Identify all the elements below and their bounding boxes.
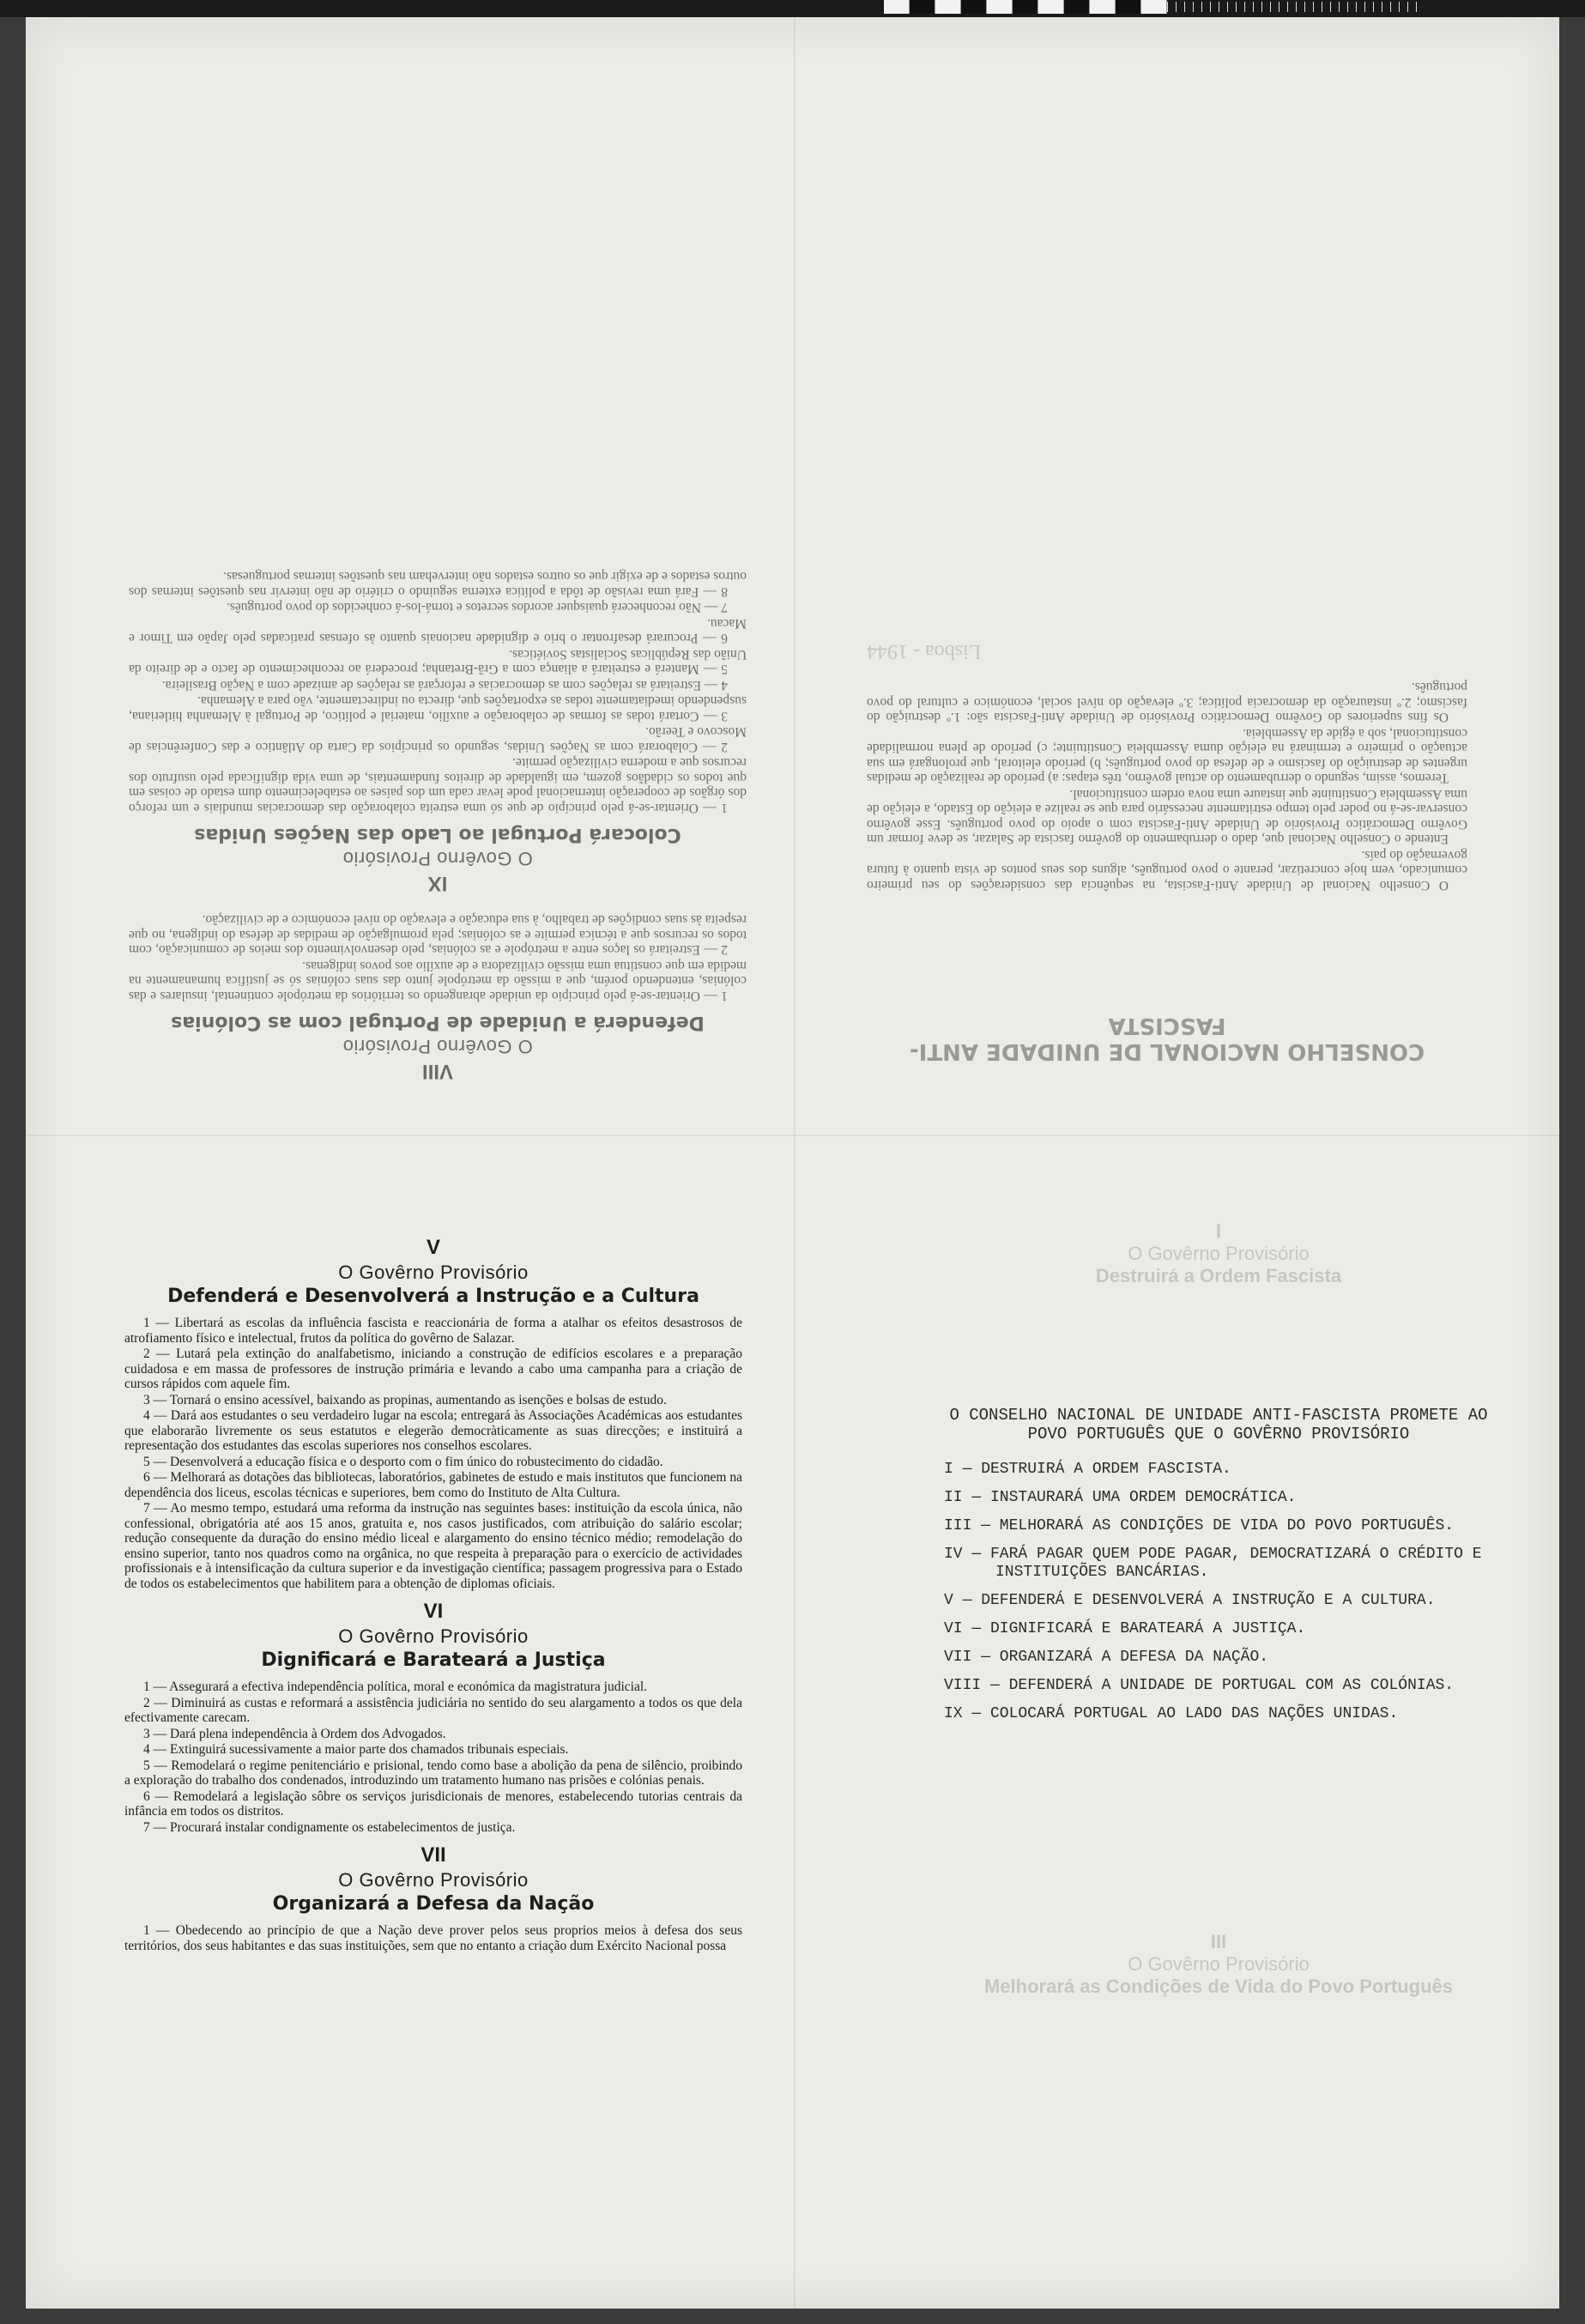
section-subtitle: O Govêrno Provisório xyxy=(338,1262,529,1283)
section-subtitle: O Govêrno Provisório xyxy=(342,1036,533,1057)
promise-item: II — INSTAURARÁ UMA ORDEM DEMOCRÁTICA. xyxy=(944,1489,1297,1506)
lower-left-column xyxy=(124,1229,742,1954)
section-heading: Dignificará e Barateará a Justiça xyxy=(261,1649,606,1671)
section-paragraph: 4 — Extinguirá sucessivamente a maior parte dos chamados tribunais especiais. xyxy=(143,1742,569,1757)
promise-item: VII — ORGANIZARÁ A DEFESA DA NAÇÃO. xyxy=(944,1649,1269,1666)
ghost-section-iii xyxy=(944,1931,1493,1998)
intro-paragraph: O Conselho Nacional de Unidade Anti-Fascista, na sequência das considerações do seu primeiro comunicado, vem hoje concretizar, perante o povo português, alguns dos seus pontos de vista quanto à futura governação do país. xyxy=(867,848,1467,893)
section-subtitle: O Govêrno Provisório xyxy=(342,848,533,869)
section-paragraph: 1 — Libertará as escolas da influência fascista e reaccionária de forma a atalhar os efeitos desastrosos de atrofiamento físico e intelectual, frutos da política do govêrno de Salazar. xyxy=(124,1316,742,1346)
section-paragraph: 5 — Remodelará o regime penitenciário e prisional, tendo como base a abolição da pena de silêncio, proibindo a exploração do trabalho dos condenados, introduzindo um tratamento humano nas prisões e colónias penais. xyxy=(124,1758,742,1788)
section-vii xyxy=(124,1843,742,1953)
color-checker-strip xyxy=(884,0,1167,14)
section-paragraph: 7 — Ao mesmo tempo, estudará uma reforma da instrução nas seguintes bases: instituição da escola única, não confessional, obrigatória até aos 15 anos, gratuita e, nos casos justificados, com atribuição do salário escolar; redução consequente da duração do ensino médio liceal e alargamento do ensino técnico médio; remodelação do ensino superior, tanto nos quadros como na orgânica, no que respeita à preparação para o exercício de actividades profissionais e à intensificação da cultura superior e da investigação científica; passagem progressiva para o Estado de todos os estabelecimentos que habilitem para a obtenção de diplomas oficiais. xyxy=(124,1501,742,1591)
section-number: V xyxy=(426,1236,440,1259)
section-number: VI xyxy=(423,1600,444,1623)
section-paragraph: 3 — Tornará o ensino acessível, baixando as propinas, aumentando as isenções e bolsas de estudo. xyxy=(143,1392,667,1407)
section-subtitle: O Govêrno Provisório xyxy=(338,1869,529,1891)
section-v xyxy=(124,1236,742,1591)
section-heading: Colocará Portugal ao Lado das Nações Unidas xyxy=(194,824,681,845)
ghost-stamp: Lisboa - 1944 xyxy=(867,640,982,663)
section-paragraph: 5 — Desenvolverá a educação física e o desporto com o fim único do robustecimento do cidadão. xyxy=(143,1454,663,1469)
section-paragraph: 6 — Remodelará a legislação sôbre os serviços jurisdicionais de menores, estabelecendo tutorias centrais da infância em todos os distritos. xyxy=(124,1788,742,1819)
section-subtitle: O Govêrno Provisório xyxy=(1128,1243,1310,1264)
section-paragraph: 1 — Orientar-se-á pelo princípio da unidade abrangendo os territórios da metrópole continental, insulares e das colónias, entendendo porém, que a missão da metrópole junto das suas colónias só se justifica humanamente na medida em que constitua uma missão civilizadora e de auxílio aos povos indígenas. xyxy=(129,959,747,1003)
section-paragraph: 1 — Orientar-se-á pelo princípio de que só uma estreita colaboração das democracias mundiais e um reforço dos órgãos de cooperação internacional pode levar cada um dos países ao estabelecimento dum estado de coisas em que todos os cidadãos gozem, em igualdade de direitos fundamentais, de uma vida dignificada pelo usufruto dos recursos que a moderna civilização permite. xyxy=(129,755,747,815)
council-banner: CONSELHO NACIONAL DE UNIDADE ANTI-FASCISTA xyxy=(909,1013,1425,1064)
section-paragraph: 3 — Cortará todas as formas de colaboração e auxílio, material e político, de Portugal à Alemanha hitleriana, suspendendo imediatamente todas as exportações que, directa ou indirectamente, vão para a Alemanha. xyxy=(129,693,747,723)
promise-item: V — DEFENDERÁ E DESENVOLVERÁ A INSTRUÇÃO E A CULTURA. xyxy=(944,1592,1436,1609)
intro-paragraph: Entende o Conselho Nacional que, dado o derrubamento do govêrno fascista de Salazar, se deve formar um Govêrno Democrático Provisório de Unidade Anti-Fascista com o apoio do povo português. Esse govêrno conservar-se-á no poder pelo tempo estritamente necessário para que se realize a eleição do Estado, a eleição de uma Assembleia Constituinte que instaure uma nova ordem constitucional. xyxy=(867,787,1467,847)
ghost-section-i xyxy=(944,1220,1493,1287)
calibration-ruler xyxy=(0,0,1585,17)
promise-item: IV — FARÁ PAGAR QUEM PODE PAGAR, DEMOCRATIZARÁ O CRÉDITO E INSTITUIÇÕES BANCÁRIAS. xyxy=(944,1546,1482,1581)
upper-left-flipped-panel xyxy=(129,77,747,1090)
section-vi xyxy=(124,1600,742,1835)
section-number: I xyxy=(1215,1220,1222,1242)
section-number: VII xyxy=(420,1843,446,1867)
council-promise-box xyxy=(944,1406,1493,1734)
intro-paragraph: Os fins superiores do Govêrno Democrático Provisório de Unidade Anti-Fascista são: 1.º destruição do fascismo; 2.º instauração da democracia política; 3.º elevação do nível social, económico e cultural do povo português. xyxy=(867,680,1467,725)
section-heading: Organizará a Defesa da Nação xyxy=(272,1893,595,1915)
section-paragraph: 6 — Procurará desafrontar o brio e dignidade nacionais quanto às ofensas praticadas pelo Japão em Timor e Macau. xyxy=(129,616,747,646)
section-subtitle: O Govêrno Provisório xyxy=(1128,1953,1310,1975)
section-ix xyxy=(129,569,747,895)
section-heading: Destruirá a Ordem Fascista xyxy=(1095,1265,1342,1286)
promise-title: O CONSELHO NACIONAL DE UNIDADE ANTI-FASCISTA PROMETE AO POVO PORTUGUÊS QUE O GOVÊRNO PROVISÓRIO xyxy=(949,1406,1488,1443)
section-subtitle: O Govêrno Provisório xyxy=(338,1625,529,1647)
section-heading: Melhorará as Condições de Vida do Povo Português xyxy=(983,1976,1454,1997)
section-paragraph: 4 — Dará aos estudantes o seu verdadeiro lugar na escola; entregará às Associações Académicas aos estudantes que elaborarão livremente os seus estatutos e elegerão democràticamente as suas direcções; e instituirá a representação dos estudantes das escolas superiores nos conselhos escolares. xyxy=(124,1408,742,1453)
promise-item: IX — COLOCARÁ PORTUGAL AO LADO DAS NAÇÕES UNIDAS. xyxy=(944,1705,1399,1722)
section-paragraph: 1 — Obedecendo ao princípio de que a Nação deve prover pelos seus proprios meios à defesa dos seus territórios, dos seus habitantes e das suas instituições, sem que no entanto a criação dum Exército Nacional possa xyxy=(124,1923,742,1953)
section-number: IX xyxy=(427,872,448,895)
horizontal-fold-line xyxy=(26,1135,1559,1136)
section-paragraph: 4 — Estreitará as relações com as democracias e reforçará as relações de amizade com a Nação Brasileira. xyxy=(161,678,728,693)
section-viii xyxy=(129,912,747,1083)
section-paragraph: 2 — Colaborará com as Nações Unidas, segundo os princípios da Carta do Atlântico e das Conferências de Moscovo e Teerão. xyxy=(129,724,747,754)
section-paragraph: 2 — Estreitará os laços entre a metrópole e as colónias, pelo desenvolvimento dos meios de comunicação, com todos os recursos que a técnica permite e as colónias; pela promulgação de medidas de defesa do indígena, no que respeita às suas condições de trabalho, à sua educação e elevação do nível económico e de civilização. xyxy=(129,912,747,958)
scale-ticks xyxy=(1167,2,1425,12)
section-number: VIII xyxy=(422,1060,454,1083)
section-paragraph: 5 — Manterá e estreitará a aliança com a Grã-Bretanha; procederá ao reconhecimento de facto e de direito da União das Repúblicas Socialistas Soviéticas. xyxy=(129,647,747,677)
promise-item: III — MELHORARÁ AS CONDIÇÕES DE VIDA DO POVO PORTUGUÊS. xyxy=(944,1517,1455,1534)
section-paragraph: 6 — Melhorará as dotações das bibliotecas, laboratórios, gabinetes de estudo e mais institutos que funcionem na dependência dos liceus, escolas técnicas e superiores, bem como do Instituto de Alta Cultura. xyxy=(124,1470,742,1500)
section-paragraph: 7 — Procurará instalar condignamente os estabelecimentos de justiça. xyxy=(143,1819,516,1835)
vertical-fold-line xyxy=(794,17,796,2309)
intro-paragraph: Teremos, assim, segundo o derrubamento do actual govêrno, três etapas: a) período de realização de medidas urgentes de destruição do fascismo e de defesa do povo português; b) período eleitoral, que prolongará em sua actuação o primeiro e terminará na eleição duma Assembleia Constituinte; c) período de plena normalidade constitucional, sob a égide da Assembleia. xyxy=(867,726,1467,786)
section-paragraph: 1 — Assegurará a efectiva independência política, moral e económica da magistratura judicial. xyxy=(143,1679,648,1694)
section-heading: Defenderá a Unidade de Portugal com as Colónias xyxy=(171,1012,705,1033)
section-paragraph: 2 — Lutará pela extinção do analfabetismo, iniciando a construção de edifícios escolares e a preparação cuidadosa e em massa de professores de instrução primária e levando a cabo uma campanha para a criação de cursos rápidos com aquele fim. xyxy=(124,1347,742,1391)
section-paragraph: 3 — Dará plena independência à Ordem dos Advogados. xyxy=(143,1726,446,1741)
section-paragraph: 7 — Não reconhecerá quaisquer acordos secretos e torná-los-á conhecidos do povo português. xyxy=(226,600,728,615)
promise-item: VI — DIGNIFICARÁ E BARATEARÁ A JUSTIÇA. xyxy=(944,1620,1306,1637)
section-number: III xyxy=(1210,1931,1227,1952)
section-paragraph: 8 — Fará uma revisão de tôda a política externa seguindo o critério de não intervir nas questões internas dos outros estados e de exigir que os outros estados não interveham nas questões internas portuguesas. xyxy=(129,569,747,599)
section-heading: Defenderá e Desenvolverá a Instrução e a Cultura xyxy=(167,1286,699,1307)
section-paragraph: 2 — Diminuirá as custas e reformará a assistência judiciária no sentido do seu alargamento a todos os que dela efectivamente carecam. xyxy=(124,1695,742,1725)
promise-item: I — DESTRUIRÁ A ORDEM FASCISTA. xyxy=(944,1461,1231,1478)
promise-item: VIII — DEFENDERÁ A UNIDADE DE PORTUGAL COM AS COLÓNIAS. xyxy=(944,1677,1455,1694)
upper-right-flipped-panel xyxy=(867,129,1467,1073)
